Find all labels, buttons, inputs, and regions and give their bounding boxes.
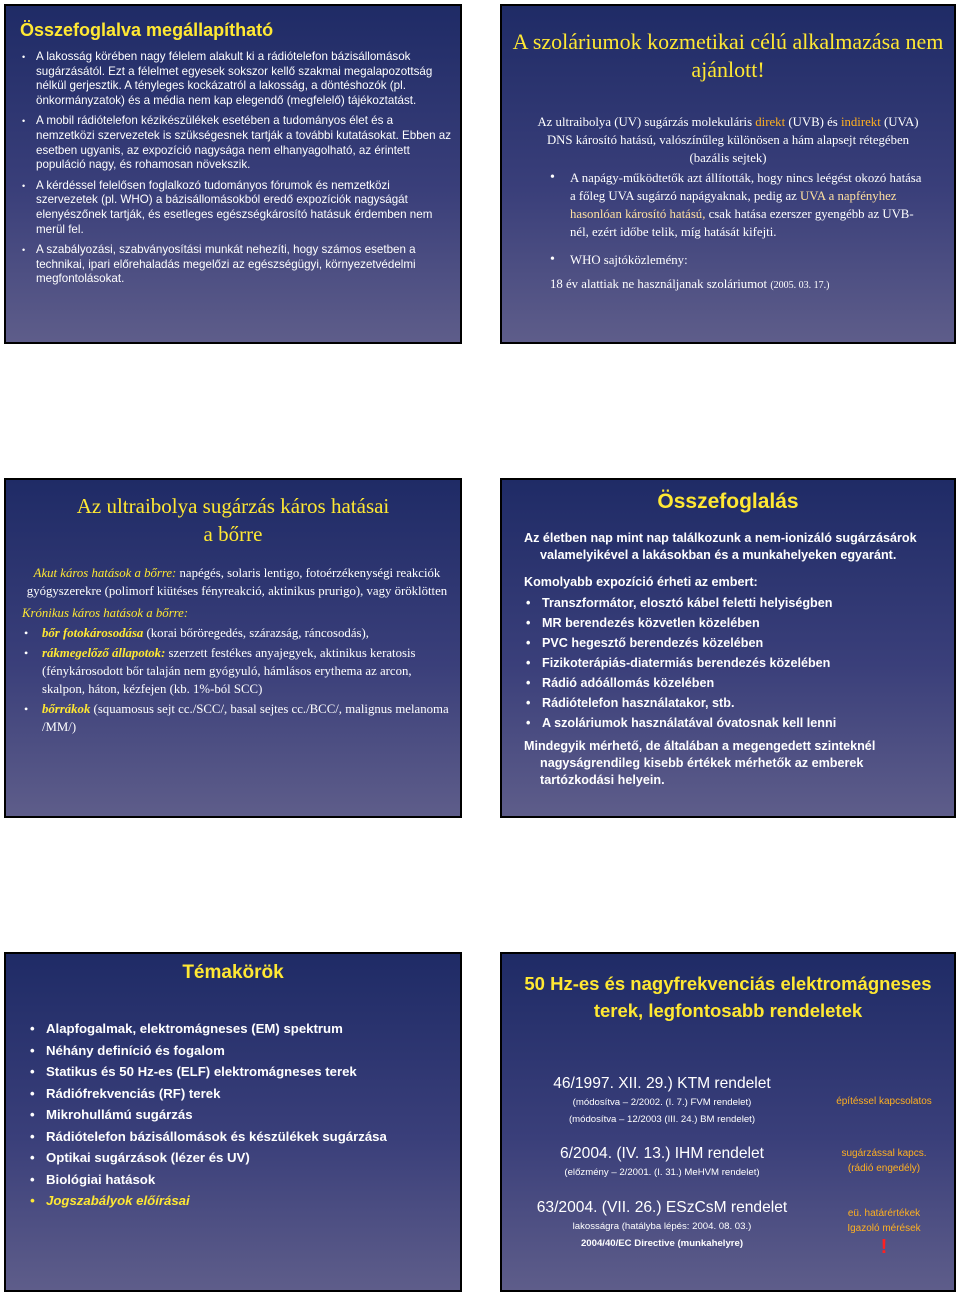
slide-title: A szoláriumok kozmetikai célú alkalmazása nem ajánlott! (512, 29, 944, 82)
item-label: • WHO sajtóközlemény: (570, 253, 688, 267)
regulation-note: (módosítva – 2/2002. (I. 7.) FVM rendelet) (572, 1097, 752, 1108)
list-item: • Statikus és 50 Hz-es (ELF) elektromágneses terek (28, 1063, 438, 1081)
list-item (22, 624, 452, 642)
list-item: • A szoláriumok használatával óvatosnak kell lenni (524, 715, 934, 732)
bullet-list (550, 169, 930, 305)
list-item: • PVC hegesztő berendezés közelében (524, 635, 934, 652)
item-text: csak hatása ezerszer gyengébb az UVB-nél, ezért időbe telik, míg hatását kifejti. (570, 207, 914, 239)
slide-summary (500, 478, 956, 818)
list-item: • Rádiótelefon használatakor, stb. (524, 695, 934, 712)
side-note (820, 1206, 948, 1236)
directive-note: 2004/40/EC Directive (munkahelyre) (580, 1238, 744, 1249)
bullet-list (22, 50, 454, 293)
item-text: szerzett festékes anyajegyek, aktinikus keratosis (fénykárosodott bőr talaján nem gyógyuló, hámlásos erythema az arcon, skalpon, háton, kézfejen (kb. 1%-ból SCC) (42, 646, 416, 696)
slide-body (22, 564, 452, 738)
intro-text: (UVA) DNS károsító hatású, valószínűleg különösen a hám alapsejt rétegében (bazális sejtek) (546, 115, 919, 165)
item-text: A napágy-működtetők azt állították, hogy nincs leégést okozó hatása a főleg UVA sugárzó napágyaknak, pedig az (570, 171, 922, 203)
item-text: (squamosus sejt cc./SCC/, basal sejtes cc./BCC/, malignus melanoma /MM/) (42, 702, 449, 734)
slide-title: Témakörök (182, 962, 284, 983)
list-item: • A lakosság körében nagy félelem alakult ki a rádiótelefon bázisállomások sugárzásától. Ezt a félelmet egyesek sokszor kellő szakmai megalapozottság nélkül gerjesztik. A tényleges kockázatról a lakosság, a döntéshozók (pl. önkormányzatok) és a média nem kap elegendő (megfelelő) tájékoztatást. (22, 50, 454, 108)
slide-body (524, 530, 934, 799)
regulation-title: 46/1997. XII. 29.) KTM rendelet (553, 1075, 771, 1092)
item-term: bőrrákok (42, 702, 91, 716)
slide-uv-skin-effects (4, 478, 462, 818)
list-item: • Biológiai hatások (28, 1171, 438, 1189)
list-item: • Alapfogalmak, elektromágneses (EM) spektrum (28, 1020, 438, 1038)
list-item: • MR berendezés közvetlen közelében (524, 615, 934, 632)
item-text-main: 18 év alattiak ne használjanak szoláriumot (550, 277, 771, 291)
bullet-list (22, 624, 452, 736)
slide-regulations (500, 952, 956, 1292)
regulation-eszcsm (512, 1198, 812, 1252)
list-item (550, 251, 930, 295)
slide-solarium (500, 4, 956, 344)
exclamation-mark: ! (880, 1236, 888, 1258)
list-item: • Rádiófrekvenciás (RF) terek (28, 1085, 438, 1103)
list-item (550, 169, 930, 241)
side-note (820, 1146, 948, 1176)
note-line: Igazoló mérések (847, 1223, 921, 1234)
closing-paragraph: Mindegyik mérhető, de általában a megengedett szinteknél nagyságrendileg kisebb értékek mérhetők az emberek tartózkodási helyein. (524, 739, 876, 787)
regulation-note: lakosságra (hatályba lépés: 2004. 08. 03.) (572, 1221, 752, 1232)
list-item: • Néhány definíció és fogalom (28, 1042, 438, 1060)
regulation-title: 6/2004. (IV. 13.) IHM rendelet (560, 1145, 764, 1162)
item-term: rákmegelőző állapotok: (42, 646, 166, 660)
chronic-label: Krónikus káros hatások a bőrre: (22, 606, 189, 620)
intro-text: Az ultraibolya (UV) sugárzás molekuláris (537, 115, 756, 129)
list-item: • Rádió adóállomás közelében (524, 675, 934, 692)
list-item: • Optikai sugárzások (lézer és UV) (28, 1149, 438, 1167)
list-item: • Rádiótelefon bázisállomások és készülékek sugárzása (28, 1128, 438, 1146)
note-line: eü. határértékek (847, 1208, 921, 1219)
intro-paragraph (526, 113, 930, 167)
intro-text: (UVB) és (785, 115, 841, 129)
list-item (22, 644, 452, 698)
list-item: • Mikrohullámú sugárzás (28, 1106, 438, 1124)
list-item: • A szabályozási, szabványosítási munkát nehezíti, hogy számos esetben a technikai, ipari előrehaladás megelőzi az egészségügyi, környezetvédelmi megfontolásokat. (22, 243, 454, 287)
title-line: Az ultraibolya sugárzás káros hatásai (76, 494, 390, 518)
list-item (22, 700, 452, 736)
regulation-ihm (512, 1144, 812, 1181)
highlight-indirekt: indirekt (840, 115, 881, 129)
item-date: (2005. 03. 17.) (770, 280, 830, 291)
item-text (550, 275, 930, 295)
highlight-text: UVA a napfényhez hasonlóan károsító hatású, (570, 189, 897, 221)
list-item-highlighted: • Jogszabályok előírásai (28, 1192, 438, 1210)
slide-title: Összefoglalva megállapítható (20, 20, 274, 40)
list-item: • Transzformátor, elosztó kábel feletti helyiségben (524, 595, 934, 612)
regulation-note: (módosítva – 12/2003 (III. 24.) BM rendelet) (568, 1114, 756, 1125)
list-item: • Fizikoterápiás-diatermiás berendezés közelében (524, 655, 934, 672)
slide-title (6, 492, 460, 548)
bullet-list (524, 595, 934, 732)
highlight-direkt: direkt (755, 115, 786, 129)
regulation-note: (előzmény – 2/2001. (I. 31.) MeHVM rendelet) (564, 1167, 760, 1178)
acute-label: Akut káros hatások a bőrre: (33, 566, 177, 580)
regulation-ktm (512, 1074, 812, 1128)
slide-summary-statements (4, 4, 462, 344)
acute-paragraph (22, 564, 452, 600)
note-line: (rádió engedély) (847, 1163, 921, 1174)
list-item: • A mobil rádiótelefon kézikészülékek esetében a tudományos élet és a nemzetközi szervezetek is szükségesnek tartják a további kutatásokat. Ebben az esetben ugyanis, az expozíció nagysága nem elhanyagolható, az érintett populáció nagy, és rohamosan növekszik. (22, 114, 454, 172)
item-term: bőr fotokárosodása (42, 626, 144, 640)
slide-title: Összefoglalás (657, 490, 799, 513)
lead-text: Komolyabb expozíció érheti az embert: (524, 575, 758, 589)
slide-title: 50 Hz-es és nagyfrekvenciás elektromágneses terek, legfontosabb rendeletek (524, 973, 932, 1021)
intro-paragraph: Az életben nap mint nap találkozunk a nem-ionizáló sugárzásárok valamelyikével a lakásokban és a munkahelyeken egyaránt. (524, 531, 917, 562)
slide-topics (4, 952, 462, 1292)
note-line: sugárzással kapcs. (841, 1148, 927, 1159)
list-item: • A kérdéssel felelősen foglalkozó tudományos fórumok és nemzetközi szervezetek (pl. WHO) a bázisállomásokból eredő expozíciók nagyságát elenyészőnek tartják, és esetleges egészségkárosító hatásuk érdemben nem merül fel. (22, 179, 454, 237)
acute-text: napégés, solaris lentigo, fotoérzékenységi reakciók gyógyszerekre (polimorf kiütéses fényreakció, aktinikus prurigo), vagy öröklötten (26, 566, 448, 598)
side-note: építéssel kapcsolatos (836, 1096, 932, 1107)
regulation-title: 63/2004. (VII. 26.) ESzCsM rendelet (536, 1199, 788, 1216)
topic-list (28, 1020, 438, 1214)
item-text: (korai bőröregedés, szárazság, ráncosodás), (143, 626, 369, 640)
title-line: a bőrre (203, 522, 263, 546)
